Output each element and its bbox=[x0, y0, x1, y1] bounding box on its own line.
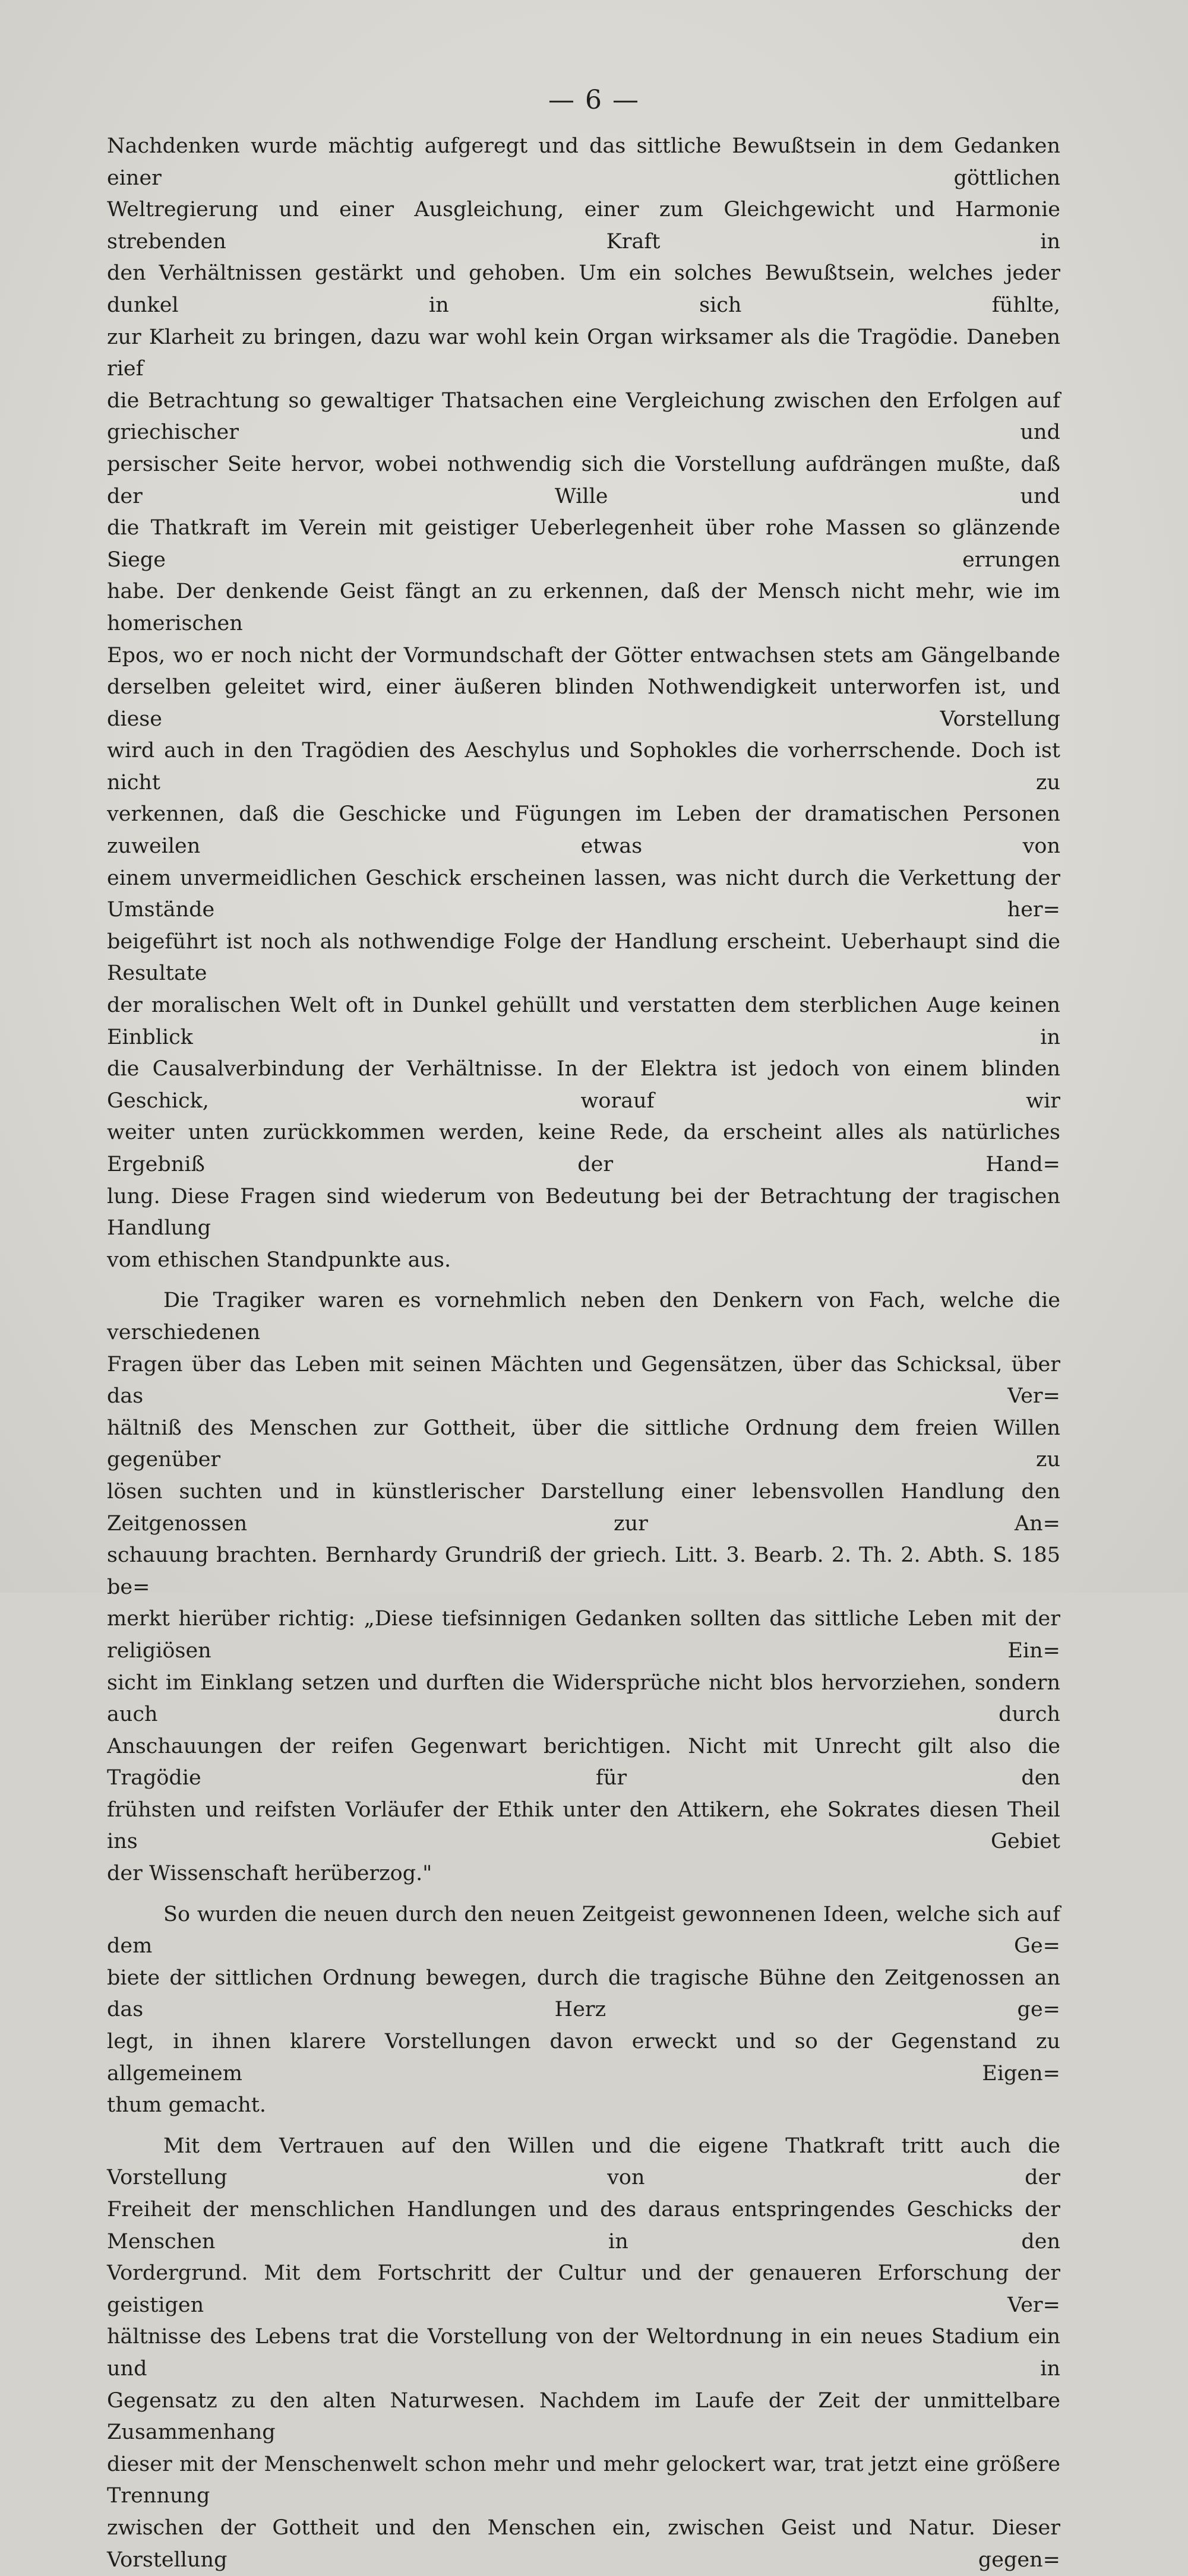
text-line: Gegensatz zu den alten Naturwesen. Nachdem im Laufe der Zeit der unmittelbare Zusammenhang bbox=[107, 2388, 1060, 2445]
text-line: Freiheit der menschlichen Handlungen und des daraus entspringendes Geschicks der Menschen in den bbox=[107, 2198, 1060, 2254]
text-line: lung. Diese Fragen sind wiederum von Bedeutung bei der Betrachtung der tragischen Handlung bbox=[107, 1184, 1060, 1240]
text-line: Epos, wo er noch nicht der Vormundschaft der Götter entwachsen stets am Gängelbande bbox=[107, 643, 1060, 667]
text-line: den Verhältnissen gestärkt und gehoben. Um ein solches Bewußtsein, welches jeder dunkel in sich fühlte, bbox=[107, 261, 1060, 317]
text-line: lösen suchten und in künstlerischer Darstellung einer lebensvollen Handlung den Zeitgenossen zur An= bbox=[107, 1479, 1060, 1536]
text-line: frühsten und reifsten Vorläufer der Ethik unter den Attikern, ehe Sokrates diesen Theil ins Gebiet bbox=[107, 1797, 1060, 1854]
text-line: Anschauungen der reifen Gegenwart berichtigen. Nicht mit Unrecht gilt also die Tragödie für den bbox=[107, 1734, 1060, 1790]
text-line: die Causalverbindung der Verhältnisse. In der Elektra ist jedoch von einem blinden Geschick, worauf wir bbox=[107, 1057, 1060, 1113]
text-line: Weltregierung und einer Ausgleichung, einer zum Gleichgewicht und Harmonie strebenden Kraft in bbox=[107, 198, 1060, 254]
text-line: persischer Seite hervor, wobei nothwendig sich die Vorstellung aufdrängen mußte, daß der Wille und bbox=[107, 452, 1060, 508]
text-line: habe. Der denkende Geist fängt an zu erkennen, daß der Mensch nicht mehr, wie im homerischen bbox=[107, 580, 1060, 635]
text-line: die Thatkraft im Verein mit geistiger Ueberlegenheit über rohe Massen so glänzende Siege errungen bbox=[107, 516, 1060, 572]
text-line: schauung brachten. Bernhardy Grundriß der griech. Litt. 3. Bearb. 2. Th. 2. Abth. S. 185 be= bbox=[107, 1543, 1060, 1599]
text-line: Vordergrund. Mit dem Fortschritt der Cultur und der genaueren Erforschung der geistigen Ver= bbox=[107, 2261, 1060, 2317]
text-line: die Betrachtung so gewaltiger Thatsachen eine Vergleichung zwischen den Erfolgen auf griechischer und bbox=[107, 388, 1060, 445]
text-line: biete der sittlichen Ordnung bewegen, durch die tragische Bühne den Zeitgenossen an das Herz ge= bbox=[107, 1966, 1060, 2022]
paragraph bbox=[107, 1285, 1060, 1890]
text-line: vom ethischen Standpunkte aus. bbox=[107, 1248, 451, 1272]
text-line: wird auch in den Tragödien des Aeschylus und Sophokles die vorherrschende. Doch ist nicht zu bbox=[107, 739, 1060, 795]
text-line: Die Tragiker waren es vornehmlich neben den Denkern von Fach, welche die verschiedenen bbox=[107, 1289, 1060, 1344]
paragraph bbox=[107, 2131, 1060, 2576]
text-line: der moralischen Welt oft in Dunkel gehüllt und verstatten dem sterblichen Auge keinen Einblick in bbox=[107, 993, 1060, 1049]
text-line: legt, in ihnen klarere Vorstellungen davon erweckt und so der Gegenstand zu allgemeinem Eigen= bbox=[107, 2030, 1060, 2086]
text-line: verkennen, daß die Geschicke und Fügungen im Leben der dramatischen Personen zuweilen etwas von bbox=[107, 802, 1060, 859]
text-line: weiter unten zurückkommen werden, keine Rede, da erscheint alles als natürliches Ergebniß der Hand= bbox=[107, 1121, 1060, 1176]
text-line: Fragen über das Leben mit seinen Mächten und Gegensätzen, über das Schicksal, über das Ver= bbox=[107, 1352, 1060, 1409]
text-line: Mit dem Vertrauen auf den Willen und die eigene Thatkraft tritt auch die Vorstellung von der bbox=[107, 2134, 1060, 2190]
text-line: beigeführt ist noch als nothwendige Folge der Handlung erscheint. Ueberhaupt sind die Resultate bbox=[107, 929, 1060, 986]
text-line: hältnisse des Lebens trat die Vorstellung von der Weltordnung in ein neues Stadium ein und in bbox=[107, 2325, 1060, 2381]
text-line: thum gemacht. bbox=[107, 2093, 266, 2118]
text-line: So wurden die neuen durch den neuen Zeitgeist gewonnenen Ideen, welche sich auf dem Ge= bbox=[107, 1902, 1060, 1958]
text-line: der Wissenschaft herüberzog." bbox=[107, 1862, 432, 1886]
text-line: zur Klarheit zu bringen, dazu war wohl kein Organ wirksamer als die Tragödie. Daneben rief bbox=[107, 325, 1060, 381]
page-number: — 6 — bbox=[548, 85, 640, 115]
paragraph bbox=[107, 1899, 1060, 2122]
page-body bbox=[107, 131, 1060, 2576]
paragraph bbox=[107, 131, 1060, 1276]
text-line: Nachdenken wurde mächtig aufgeregt und das sittliche Bewußtsein in dem Gedanken einer göttlichen bbox=[107, 134, 1060, 190]
text-line: zwischen der Gottheit und den Menschen ein, zwischen Geist und Natur. Dieser Vorstellung gegen= bbox=[107, 2515, 1060, 2572]
text-line: sicht im Einklang setzen und durften die Widersprüche nicht blos hervorziehen, sondern auch durch bbox=[107, 1670, 1060, 1727]
text-line: merkt hierüber richtig: „Diese tiefsinnigen Gedanken sollten das sittliche Leben mit der religiösen Ein= bbox=[107, 1607, 1060, 1663]
text-line: dieser mit der Menschenwelt schon mehr und mehr gelockert war, trat jetzt eine größere Trennung bbox=[107, 2452, 1060, 2508]
text-line: derselben geleitet wird, einer äußeren blinden Nothwendigkeit unterworfen ist, und diese Vorstellung bbox=[107, 675, 1060, 731]
text-line: hältniß des Menschen zur Gottheit, über die sittliche Ordnung dem freien Willen gegenüber zu bbox=[107, 1416, 1060, 1472]
text-line: einem unvermeidlichen Geschick erscheinen lassen, was nicht durch die Verkettung der Umstände her= bbox=[107, 866, 1060, 922]
